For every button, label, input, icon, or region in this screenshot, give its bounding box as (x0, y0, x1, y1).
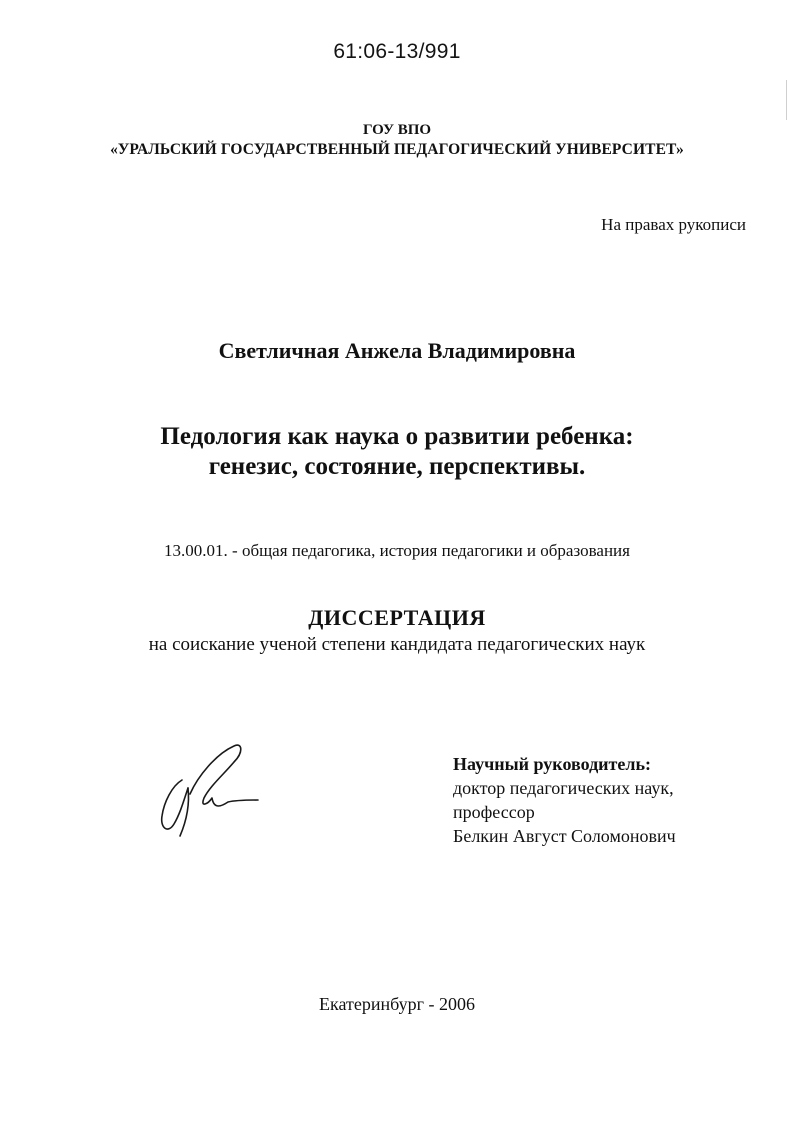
scientific-advisor-block (453, 752, 676, 848)
organization-name: «УРАЛЬСКИЙ ГОСУДАРСТВЕННЫЙ ПЕДАГОГИЧЕСКИЙ УНИВЕРСИТЕТ» (110, 141, 684, 158)
dissertation-title-line-1: Педология как наука о развитии ребенка: (160, 423, 634, 450)
city-year: Екатеринбург - 2006 (319, 994, 475, 1014)
advisor-degree: доктор педагогических наук, (453, 778, 674, 798)
organization-abbreviation: ГОУ ВПО (362, 122, 432, 138)
signature-image (150, 742, 270, 842)
manuscript-rights-note: На правах рукописи (601, 215, 746, 234)
specialty-code: 13.00.01. - общая педагогика, история педагогики и образования (164, 541, 630, 560)
advisor-heading: Научный руководитель: (453, 754, 651, 774)
advisor-rank: профессор (453, 802, 535, 822)
document-type: ДИССЕРТАЦИЯ (308, 605, 486, 630)
dissertation-title-line-2: генезис, состояние, перспективы. (208, 453, 586, 480)
catalog-number: 61:06-13/991 (333, 40, 461, 63)
degree-line: на соискание ученой степени кандидата педагогических наук (148, 634, 646, 655)
scan-edge-mark (786, 80, 787, 120)
advisor-name: Белкин Август Соломонович (453, 826, 676, 846)
author-name: Светличная Анжела Владимировна (218, 338, 576, 363)
